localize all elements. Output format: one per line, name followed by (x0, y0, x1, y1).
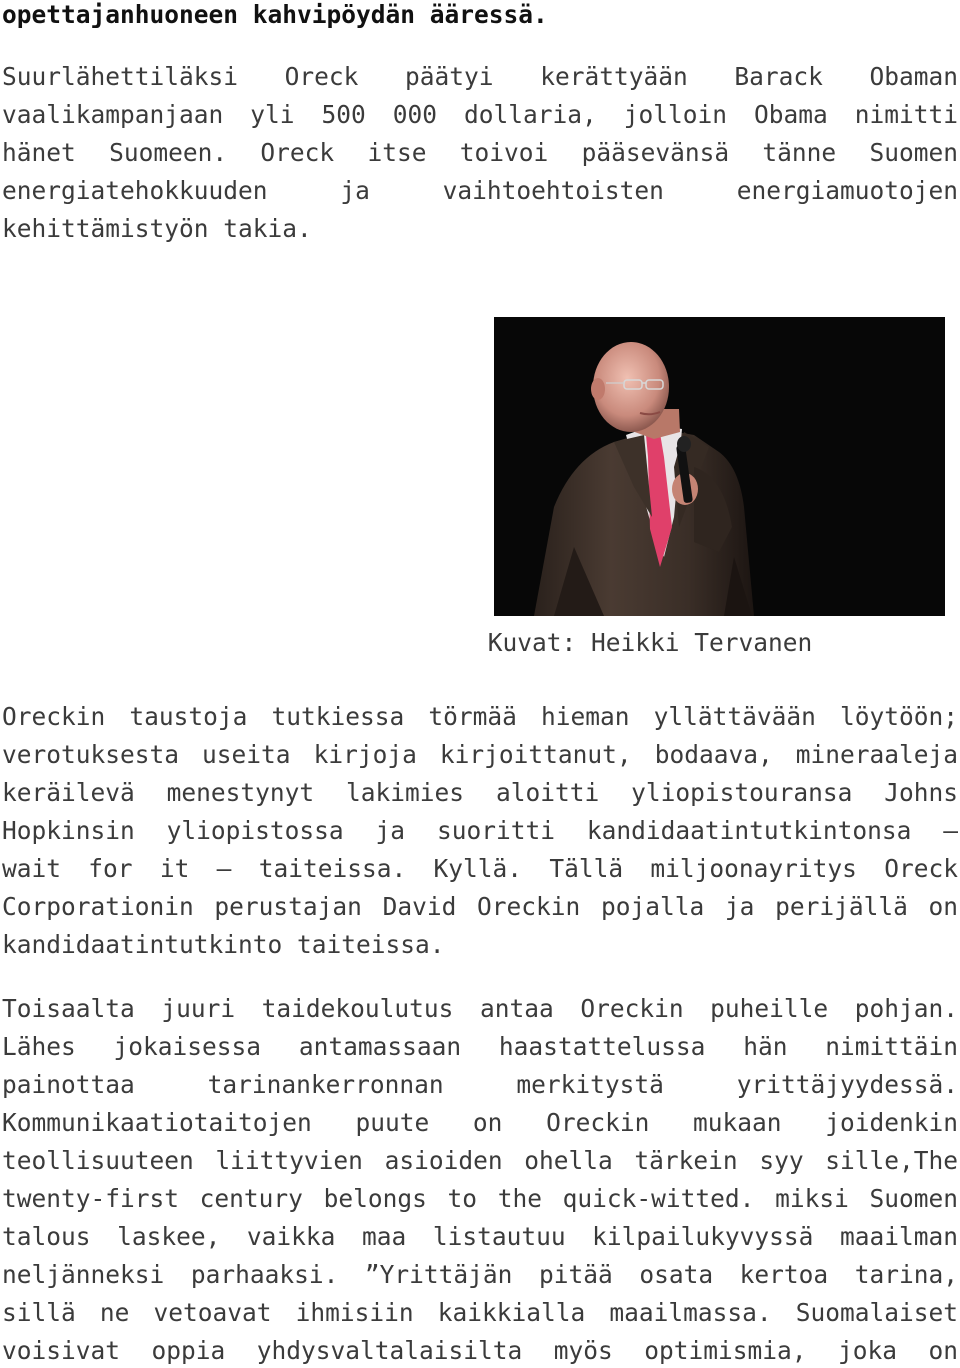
paragraph2-line: verotuksesta useita kirjoja kirjoittanut, bodaava, mineraaleja (2, 740, 958, 769)
paragraph1-line: vaalikampanjaan yli 500 000 dollaria, jolloin Obama nimitti (2, 100, 958, 129)
speaker-photo (494, 317, 945, 616)
paragraph2-line: Oreckin taustoja tutkiessa törmää hieman yllättävään löytöön; (2, 702, 958, 731)
paragraph2-line: Corporationin perustajan David Oreckin pojalla ja perijällä on (2, 892, 958, 921)
paragraph3-line: Kommunikaatiotaitojen puute on Oreckin mukaan joidenkin (2, 1108, 958, 1137)
paragraph1-line: hänet Suomeen. Oreck itse toivoi pääsevänsä tänne Suomen (2, 138, 958, 167)
paragraph1-line: Suurlähettiläksi Oreck päätyi kerättyään Barack Obaman (2, 62, 958, 91)
paragraph2-line: Hopkinsin yliopistossa ja suoritti kandidaatintutkintonsa – (2, 816, 958, 845)
paragraph1-line: kehittämistyön takia. (2, 214, 312, 243)
heading-tail: opettajanhuoneen kahvipöydän ääressä. (2, 0, 548, 29)
paragraph2-line: wait for it – taiteissa. Kyllä. Tällä miljoonayritys Oreck (2, 854, 958, 883)
paragraph3-line: neljänneksi parhaaksi. ”Yrittäjän pitää osata kertoa tarina, (2, 1260, 958, 1289)
paragraph3-line: teollisuuteen liittyvien asioiden ohella tärkein syy sille,The (2, 1146, 958, 1175)
paragraph3-line: voisivat oppia yhdysvaltalaisilta myös optimismia, joka on (2, 1336, 958, 1365)
paragraph3-line: talous laskee, vaikka maa listautuu kilpailukyvyssä maailman (2, 1222, 958, 1251)
paragraph3-line: Toisaalta juuri taidekoulutus antaa Oreckin puheille pohjan. (2, 994, 958, 1023)
paragraph3-line: sillä ne vetoavat ihmisiin kaikkialla maailmassa. Suomalaiset (2, 1298, 958, 1327)
paragraph1-line: energiatehokkuuden ja vaihtoehtoisten energiamuotojen (2, 176, 958, 205)
paragraph3-line: twenty-first century belongs to the quick-witted. miksi Suomen (2, 1184, 958, 1213)
paragraph2-line: keräilevä menestynyt lakimies aloitti yliopistouransa Johns (2, 778, 958, 807)
photo-caption: Kuvat: Heikki Tervanen (487, 628, 813, 657)
paragraph3-line: painottaa tarinankerronnan merkitystä yrittäjyydessä. (2, 1070, 958, 1099)
paragraph3-line: Lähes jokaisessa antamassaan haastattelussa hän nimittäin (2, 1032, 958, 1061)
paragraph2-line: kandidaatintutkinto taiteissa. (2, 930, 445, 959)
